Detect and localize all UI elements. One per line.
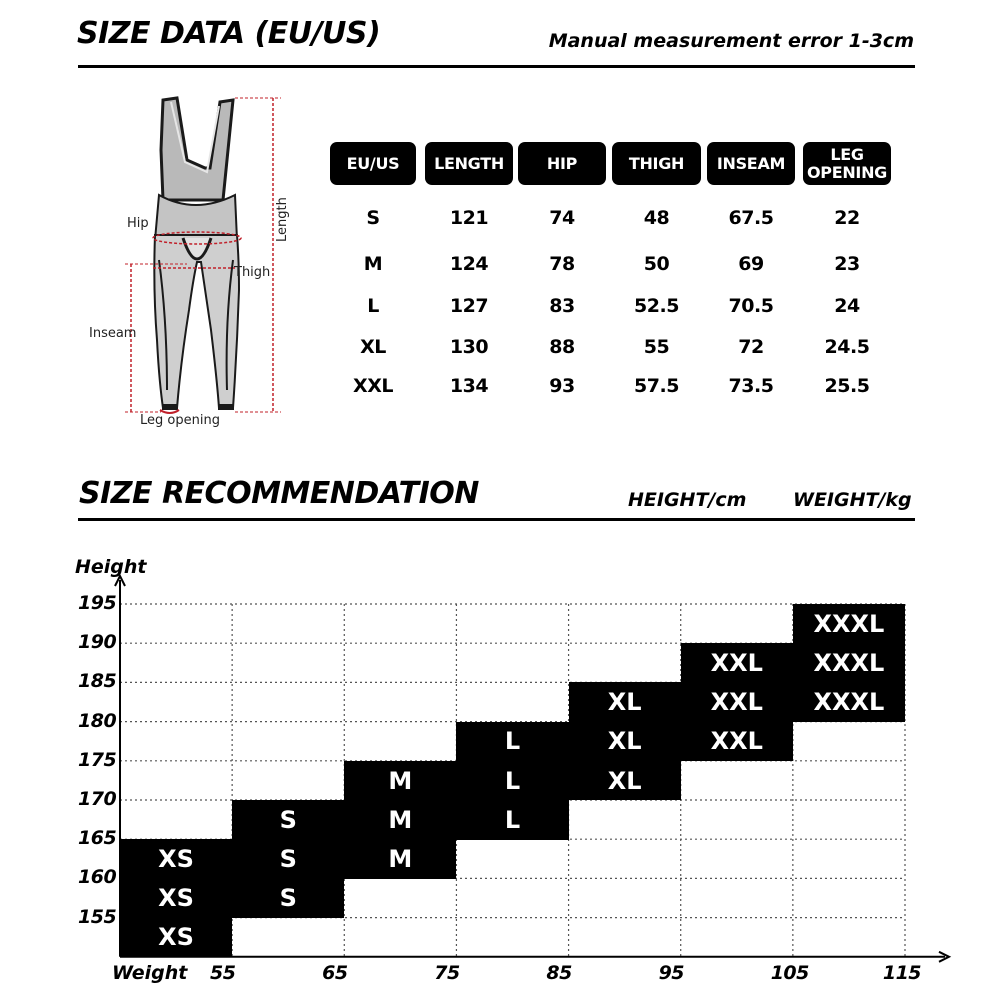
y-tick-label: 190 [78,631,117,654]
table-cell: 134 [449,375,489,397]
size-cell-s: S [232,800,344,840]
y-tick-label: 155 [78,905,117,928]
size-cell-xxxl: XXXL [793,604,905,644]
y-axis-title: Height [75,556,147,578]
table-header: LEG OPENING [803,142,891,185]
y-tick-label: 170 [78,788,117,810]
size-cell-xxl: XXL [681,722,793,762]
table-cell: 24.5 [824,336,870,358]
x-tick-label: 75 [434,962,460,984]
size-cell-m: M [344,839,456,879]
x-axis-title: Weight [112,962,188,984]
y-tick-label: 160 [78,866,117,889]
x-tick-label: 115 [882,962,922,984]
size-cell-xs: XS [120,878,232,918]
table-cell: 24 [834,295,860,317]
table-size-cell: S [366,207,380,229]
table-cell: 73.5 [728,375,774,397]
size-cell-xxl: XXL [681,682,793,722]
size-cell-xxl: XXL [681,643,793,683]
length-label: Length [275,197,290,242]
y-tick-label: 165 [78,827,117,850]
size-cell-xs: XS [120,918,232,958]
table-cell: 50 [643,253,670,275]
table-cell: 55 [643,336,670,358]
x-tick-label: 85 [546,962,572,984]
table-cell: 124 [449,253,489,275]
table-size-cell: XXL [353,375,393,397]
size-cell-s: S [232,878,344,918]
table-cell: 69 [738,253,764,275]
table-header: EU/US [330,142,416,185]
size-cell-l: L [456,761,568,801]
table-cell: 83 [549,295,575,317]
thigh-label: Thigh [234,265,271,280]
size-cell-xl: XL [569,722,681,762]
table-cell: 78 [549,253,575,275]
table-header: HIP [518,142,606,185]
table-cell: 127 [449,295,489,317]
table-cell: 25.5 [824,375,870,397]
table-cell: 48 [643,207,670,229]
table-cell: 57.5 [634,375,679,397]
size-cell-xxxl: XXXL [793,643,905,683]
size-cell-xl: XL [569,761,681,801]
size-recommendation-title: SIZE RECOMMENDATION [79,476,479,511]
table-size-cell: XL [360,336,386,358]
table-cell: 67.5 [728,207,774,229]
x-tick-label: 105 [770,962,809,984]
size-cell-l: L [456,722,568,762]
x-tick-label: 55 [210,962,236,984]
table-cell: 70.5 [728,295,774,317]
table-size-cell: M [363,253,383,275]
size-cell-m: M [344,761,456,801]
table-cell: 121 [449,207,489,229]
weight-unit-label: WEIGHT/kg [793,489,912,511]
table-header: INSEAM [707,142,795,185]
size-cell-m: M [344,800,456,840]
size-cell-xl: XL [569,682,681,722]
leg-opening-label: Leg opening [140,413,220,428]
table-size-cell: L [367,295,379,317]
table-cell: 22 [834,207,860,229]
height-unit-label: HEIGHT/cm [628,489,747,511]
hip-label: Hip [127,216,149,231]
table-cell: 93 [549,375,575,397]
size-cell-l: L [456,800,568,840]
x-tick-label: 95 [658,962,685,984]
size-cell-s: S [232,839,344,879]
y-tick-label: 195 [78,592,117,614]
size-cell-xxxl: XXXL [793,682,905,722]
y-tick-label: 175 [78,748,117,771]
inseam-label: Inseam [89,326,137,341]
table-cell: 88 [549,336,575,358]
table-cell: 74 [549,207,575,229]
y-tick-label: 180 [78,709,117,732]
measurement-error-note: Manual measurement error 1-3cm [548,30,914,52]
x-tick-label: 65 [322,962,348,984]
size-cell-xs: XS [120,839,232,879]
table-header: THIGH [612,142,701,185]
size-data-title: SIZE DATA (EU/US) [77,16,381,51]
y-tick-label: 185 [78,670,117,693]
table-cell: 52.5 [634,295,679,317]
table-cell: 130 [449,336,489,358]
table-cell: 72 [738,336,764,358]
table-cell: 23 [834,253,860,275]
table-header: LENGTH [425,142,513,185]
